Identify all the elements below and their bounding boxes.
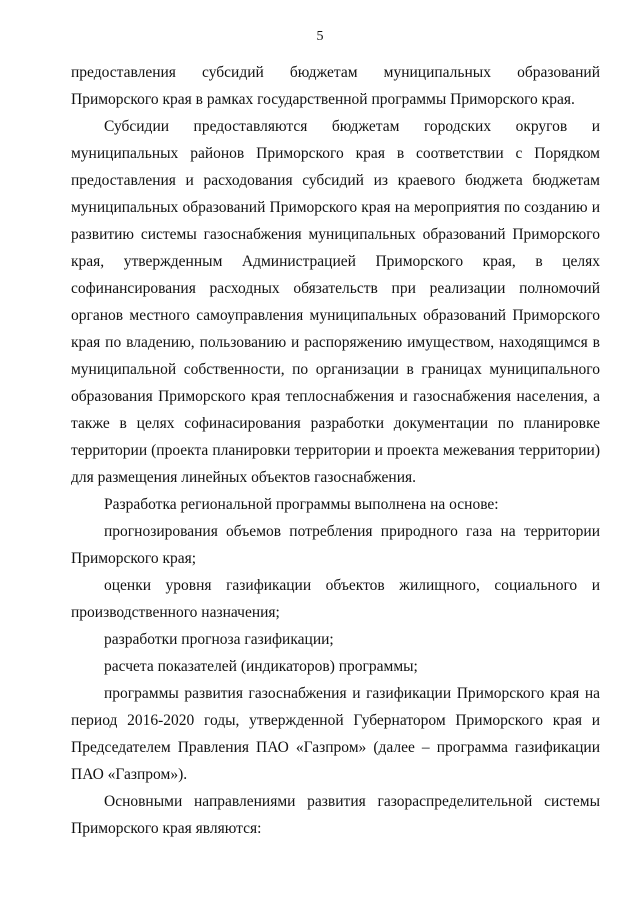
body-line: Приморского края в рамках государственной программы Приморского края. (71, 91, 575, 108)
body-line: предоставления субсидий бюджетам муниципальных образований (71, 64, 600, 81)
body-line: муниципальной собственности, по организации в границах муниципального (71, 361, 600, 378)
body-line: края по владению, пользованию и распоряжению имуществом, находящимся в (71, 334, 600, 351)
body-line: период 2016-2020 годы, утвержденной Губернатором Приморского края и (71, 712, 600, 729)
body-line: территории (проекта планировки территории и проекта межевания территории) (71, 442, 600, 459)
body-line: расчета показателей (индикаторов) программы; (104, 658, 418, 675)
body-line: программы развития газоснабжения и газификации Приморского края на (104, 685, 600, 702)
body-line: прогнозирования объемов потребления природного газа на территории (104, 523, 600, 540)
body-line: разработки прогноза газификации; (104, 631, 334, 648)
body-line: Приморского края являются: (71, 820, 262, 837)
body-line: ПАО «Газпром»). (71, 766, 188, 783)
body-line: Основными направлениями развития газораспределительной системы (104, 793, 600, 810)
body-line: образования Приморского края теплоснабжения и газоснабжения населения, а (71, 388, 600, 405)
body-line: края, утвержденным Администрацией Приморского края, в целях (71, 253, 600, 270)
body-line: Председателем Правления ПАО «Газпром» (далее – программа газификации (71, 739, 600, 756)
body-line: развитию системы газоснабжения муниципальных образований Приморского (71, 226, 600, 243)
body-line: производственного назначения; (71, 604, 280, 621)
body-line: органов местного самоуправления муниципальных образований Приморского (71, 307, 600, 324)
page-number: 5 (316, 29, 324, 44)
body-line: Приморского края; (71, 550, 197, 567)
body-line: софинансирования расходных обязательств при реализации полномочий (71, 280, 600, 297)
body-line: для размещения линейных объектов газоснабжения. (71, 469, 417, 486)
body-line: оценки уровня газификации объектов жилищного, социального и (104, 577, 600, 594)
body-line: муниципальных районов Приморского края в соответствии с Порядком (71, 145, 600, 162)
body-line: также в целях софинасирования разработки документации по планировке (71, 415, 600, 432)
body-line: Разработка региональной программы выполнена на основе: (104, 496, 499, 513)
body-line: муниципальных образований Приморского края на мероприятия по созданию и (71, 199, 600, 216)
body-line: Субсидии предоставляются бюджетам городских округов и (104, 118, 600, 135)
body-line: предоставления и расходования субсидий из краевого бюджета бюджетам (71, 172, 600, 189)
